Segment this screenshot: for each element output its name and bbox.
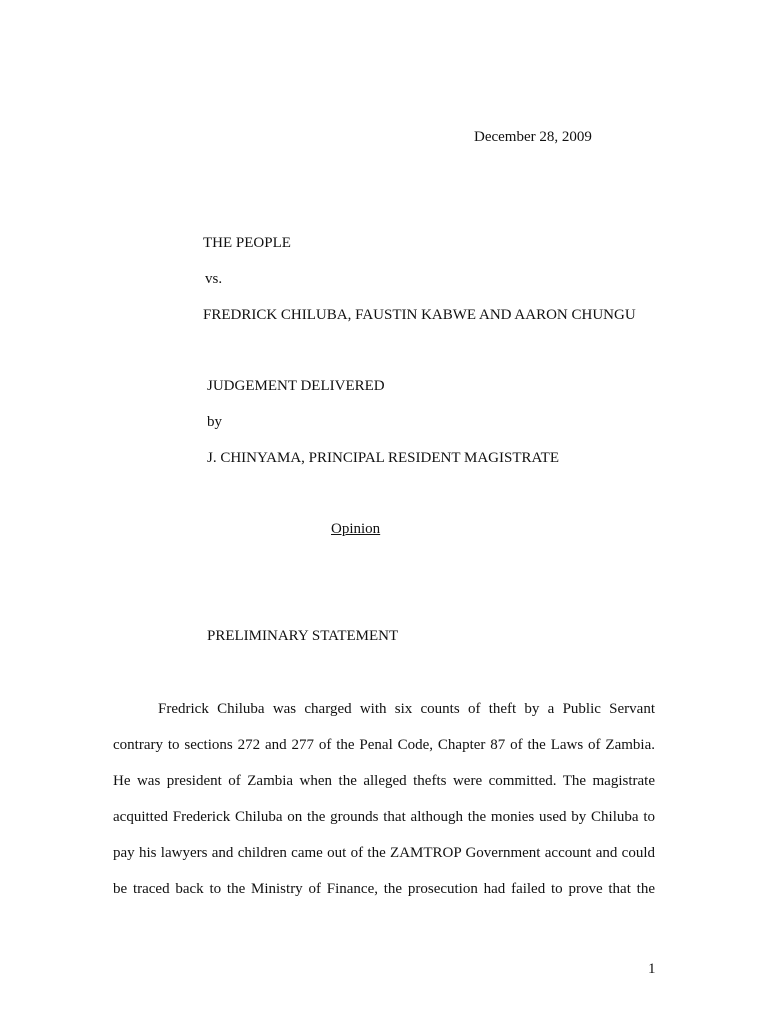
paragraph-line: pay his lawyers and children came out of the ZAMTROP Government account and could [113,845,655,861]
case-defendants: FREDRICK CHILUBA, FAUSTIN KABWE AND AARON CHUNGU [203,307,636,323]
paragraph-line: He was president of Zambia when the alleged thefts were committed. The magistrate [113,773,655,789]
judgement-heading: JUDGEMENT DELIVERED [207,378,385,394]
body-paragraph [113,701,655,917]
judge-name: J. CHINYAMA, PRINCIPAL RESIDENT MAGISTRATE [207,450,559,466]
judgement-by: by [207,414,222,430]
paragraph-line: acquitted Frederick Chiluba on the grounds that although the monies used by Chiluba to [113,809,655,825]
case-plaintiff: THE PEOPLE [203,235,291,251]
case-versus: vs. [205,271,223,287]
paragraph-line: contrary to sections 272 and 277 of the Penal Code, Chapter 87 of the Laws of Zambia. [113,737,655,753]
document-date: December 28, 2009 [474,129,592,145]
section-title-opinion: Opinion [331,521,381,537]
preliminary-statement-heading: PRELIMINARY STATEMENT [207,628,399,644]
paragraph-line: be traced back to the Ministry of Finance, the prosecution had failed to prove that the [113,881,655,897]
page-number: 1 [648,961,656,977]
paragraph-line: Fredrick Chiluba was charged with six counts of theft by a Public Servant [158,701,655,717]
